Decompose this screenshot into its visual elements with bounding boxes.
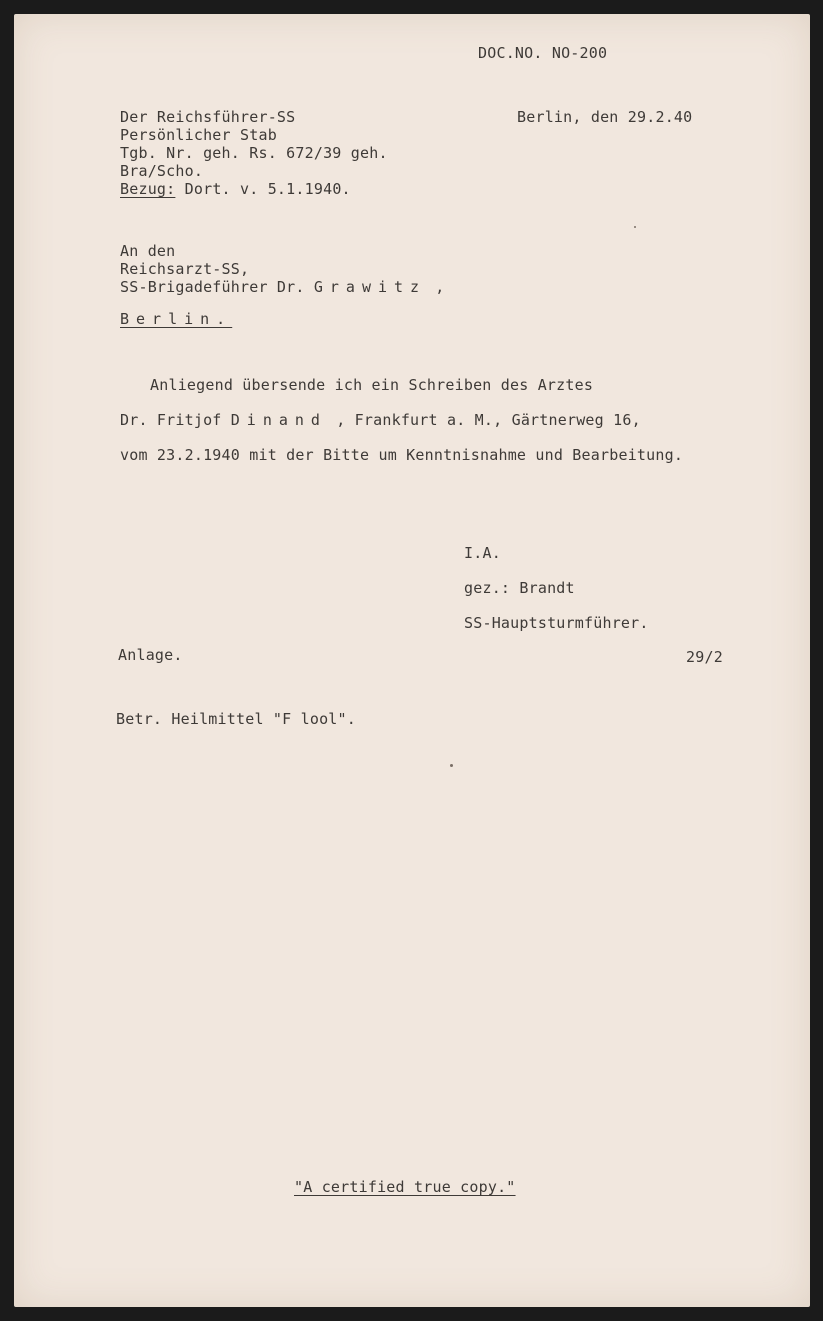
enclosure-label: Anlage.: [118, 646, 183, 664]
recipient-rank: SS-Brigadeführer Dr.: [120, 278, 314, 296]
body-line-2: [120, 411, 641, 429]
doctor-name: Dinand: [230, 411, 327, 429]
date-line: Berlin, den 29.2.40: [517, 108, 693, 126]
recipient-city: Berlin.: [120, 310, 233, 328]
certification-stamp: "A certified true copy.": [294, 1178, 516, 1196]
paper-speck: [634, 226, 636, 228]
journal-reference: Tgb. Nr. geh. Rs. 672/39 geh.: [120, 144, 388, 162]
document-page: [14, 14, 810, 1307]
recipient-name-line: [120, 278, 445, 296]
subject-reference: [120, 180, 351, 198]
body-line-2-prefix: Dr. Fritjof: [120, 411, 231, 429]
body-line-1: Anliegend übersende ich ein Schreiben des Arztes: [150, 376, 594, 394]
paper-speck: [450, 764, 453, 767]
subject-label: Bezug:: [120, 180, 176, 198]
signature-ia: I.A.: [464, 544, 501, 562]
signature-name: gez.: Brandt: [464, 579, 575, 597]
subject-line: Betr. Heilmittel "F lool".: [116, 710, 356, 728]
body-line-2-suffix: , Frankfurt a. M., Gärtnerweg 16,: [326, 411, 641, 429]
body-line-3: vom 23.2.1940 mit der Bitte um Kenntnisnahme und Bearbeitung.: [120, 446, 684, 464]
recipient-surname: Grawitz: [313, 278, 427, 296]
page-mark: 29/2: [686, 648, 723, 666]
recipient-prefix: An den: [120, 242, 176, 260]
signature-rank: SS-Hauptsturmführer.: [464, 614, 649, 632]
subject-value: Dort. v. 5.1.1940.: [175, 180, 351, 198]
sender-organization: Der Reichsführer-SS: [120, 108, 296, 126]
recipient-surname-suffix: ,: [426, 278, 445, 296]
recipient-title: Reichsarzt-SS,: [120, 260, 250, 278]
sender-office: Persönlicher Stab: [120, 126, 277, 144]
document-number: DOC.NO. NO-200: [478, 44, 608, 62]
author-initials: Bra/Scho.: [120, 162, 204, 180]
